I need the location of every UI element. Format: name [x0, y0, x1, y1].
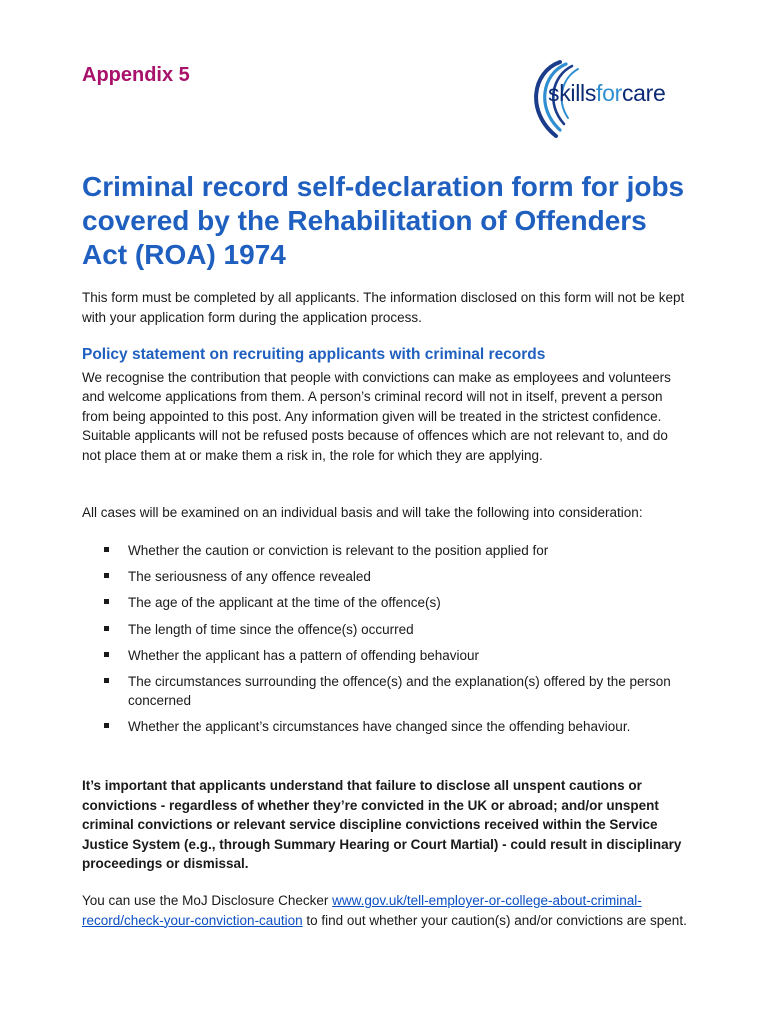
skillsforcare-logo — [526, 58, 690, 142]
policy-body: We recognise the contribution that people with convictions can make as employees and volunteers and welcome applications from them. A person’s criminal record will not in itself, prevent a person from being appointed to this post. Any information given will be treated in the strictest confidence. Suitable applicants will not be refused posts because of offences which are not relevant to, and do not place them at or make them a risk in, the role for which they are applying. — [82, 370, 671, 463]
criteria-text: The age of the applicant at the time of the offence(s) — [128, 595, 441, 611]
list-item — [104, 717, 694, 736]
bullet-icon — [104, 652, 109, 657]
criteria-text: Whether the caution or conviction is relevant to the position applied for — [128, 543, 549, 558]
criteria-list — [104, 541, 694, 743]
list-item — [104, 620, 694, 639]
checker-prefix: You can use the MoJ Disclosure Checker — [82, 893, 333, 908]
bullet-icon — [104, 678, 109, 683]
list-item — [104, 567, 694, 586]
intro-paragraph: This form must be completed by all applicants. The information disclosed on this form will not be kept with your application form during the application process. — [82, 290, 685, 325]
disclosure-checker-paragraph — [82, 891, 692, 930]
list-item — [104, 541, 694, 560]
bullet-icon — [104, 599, 109, 604]
list-item — [104, 672, 694, 710]
logo-wordmark — [548, 80, 666, 107]
disclosure-checker-link[interactable]: www.gov.uk/tell-employer-or-college-about-criminal-record/check-your-conviction-caution — [82, 893, 642, 928]
criteria-text: Whether the applicant’s circumstances have changed since the offending behaviour. — [128, 719, 631, 735]
checker-suffix: to find out whether your caution(s) and/or convictions are spent. — [302, 912, 687, 928]
bullet-icon — [104, 573, 109, 578]
logo-text-for: for — [596, 80, 622, 106]
criteria-text: Whether the applicant has a pattern of offending behaviour — [128, 647, 479, 663]
page-title: Criminal record self-declaration form for jobs covered by the Rehabilitation of Offenders Act (ROA) 1974 — [82, 171, 685, 270]
logo-text-skills: skills — [548, 80, 597, 106]
criteria-text: The length of time since the offence(s) occurred — [128, 621, 414, 637]
cases-intro: All cases will be examined on an individual basis and will take the following into consideration: — [82, 505, 643, 520]
policy-heading: Policy statement on recruiting applicants with criminal records — [82, 346, 546, 363]
bullet-icon — [104, 626, 109, 631]
logo-text-care: care — [621, 80, 666, 106]
criteria-text: The circumstances surrounding the offence(s) and the explanation(s) offered by the person concerned — [128, 673, 671, 708]
warning-paragraph: It’s important that applicants understand that failure to disclose all unspent cautions or convictions - regardless of whether they’re convicted in the UK or abroad; and/or unspent criminal convictions or relevant service discipline convictions received within the Service Justice System (e.g., through Summary Hearing or Court Martial) - could result in disciplinary proceedings or dismissal. — [82, 778, 682, 871]
list-item — [104, 646, 694, 665]
bullet-icon — [104, 547, 109, 552]
criteria-text: The seriousness of any offence revealed — [128, 569, 371, 585]
appendix-label: Appendix 5 — [82, 64, 190, 86]
list-item — [104, 593, 694, 612]
bullet-icon — [104, 723, 109, 728]
